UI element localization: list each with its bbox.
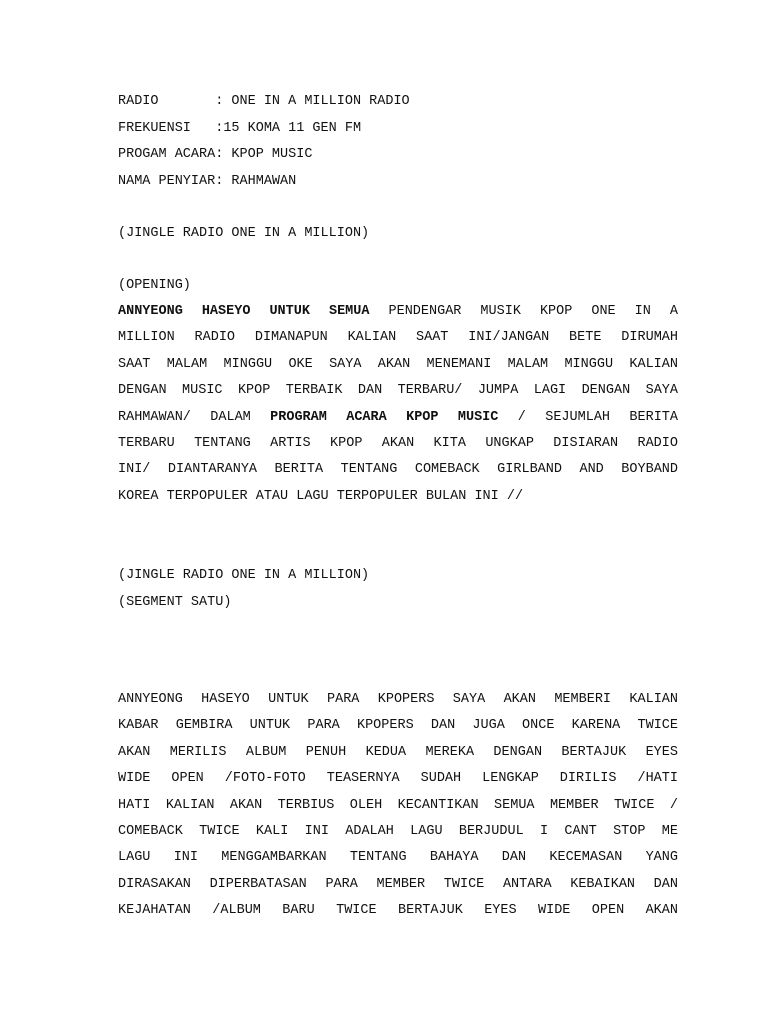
jingle-cue-2: (JINGLE RADIO ONE IN A MILLION)	[118, 568, 370, 583]
opening-greeting-bold: ANNYEONG HASEYO UNTUK SEMUA	[118, 304, 370, 319]
opening-row-5-text-a: RAHMAWAN/ DALAM	[118, 409, 271, 425]
segment-row-6: COMEBACK TWICE KALI INI ADALAH LAGU BERJUDUL I CANT STOP ME	[118, 823, 678, 839]
opening-row-1-text: PENDENGAR MUSIK KPOP ONE IN A	[369, 304, 678, 319]
jingle-cue-1: (JINGLE RADIO ONE IN A MILLION)	[118, 226, 370, 241]
opening-row-5-text-b: / SEJUMLAH BERITA	[498, 409, 679, 425]
nama-penyiar-line: NAMA PENYIAR: RAHMAWAN	[118, 174, 297, 189]
segment-label: (SEGMENT SATU)	[118, 595, 232, 610]
segment-row-5: HATI KALIAN AKAN TERBIUS OLEH KECANTIKAN SEMUA MEMBER TWICE /	[118, 797, 678, 813]
segment-row-1: ANNYEONG HASEYO UNTUK PARA KPOPERS SAYA AKAN MEMBERI KALIAN	[118, 692, 678, 707]
frekuensi-line: FREKUENSI :15 KOMA 11 GEN FM	[118, 121, 362, 136]
progam-acara-line: PROGAM ACARA: KPOP MUSIC	[118, 147, 313, 162]
program-name-bold: PROGRAM ACARA KPOP MUSIC	[270, 409, 499, 425]
segment-row-9: KEJAHATAN /ALBUM BARU TWICE BERTAJUK EYES WIDE OPEN AKAN	[118, 903, 678, 919]
segment-row-8: DIRASAKAN DIPERBATASAN PARA MEMBER TWICE ANTARA KEBAIKAN DAN	[118, 876, 678, 892]
opening-row-5	[118, 405, 678, 431]
radio-line: RADIO : ONE IN A MILLION RADIO	[118, 94, 410, 109]
opening-row-4: DENGAN MUSIC KPOP TERBAIK DAN TERBARU/ JUMPA LAGI DENGAN SAYA	[118, 383, 678, 399]
opening-row-1	[118, 299, 678, 325]
opening-row-2: MILLION RADIO DIMANAPUN KALIAN SAAT INI/JANGAN BETE DIRUMAH	[118, 330, 678, 346]
segment-paragraph	[118, 687, 678, 925]
segment-row-3: AKAN MERILIS ALBUM PENUH KEDUA MEREKA DENGAN BERTAJUK EYES	[118, 744, 678, 760]
segment-row-7: LAGU INI MENGGAMBARKAN TENTANG BAHAYA DAN KECEMASAN YANG	[118, 850, 678, 866]
segment-row-2: KABAR GEMBIRA UNTUK PARA KPOPERS DAN JUGA ONCE KARENA TWICE	[118, 718, 678, 734]
segment-row-4: WIDE OPEN /FOTO-FOTO TEASERNYA SUDAH LENGKAP DIRILIS /HATI	[118, 771, 678, 787]
opening-row-8: KOREA TERPOPULER ATAU LAGU TERPOPULER BULAN INI //	[118, 488, 524, 504]
opening-row-3: SAAT MALAM MINGGU OKE SAYA AKAN MENEMANI MALAM MINGGU KALIAN	[118, 356, 678, 372]
opening-row-6: TERBARU TENTANG ARTIS KPOP AKAN KITA UNGKAP DISIARAN RADIO	[118, 435, 678, 451]
opening-paragraph	[118, 299, 678, 510]
opening-row-7: INI/ DIANTARANYA BERITA TENTANG COMEBACK GIRLBAND AND BOYBAND	[118, 462, 678, 478]
opening-label: (OPENING)	[118, 278, 191, 293]
